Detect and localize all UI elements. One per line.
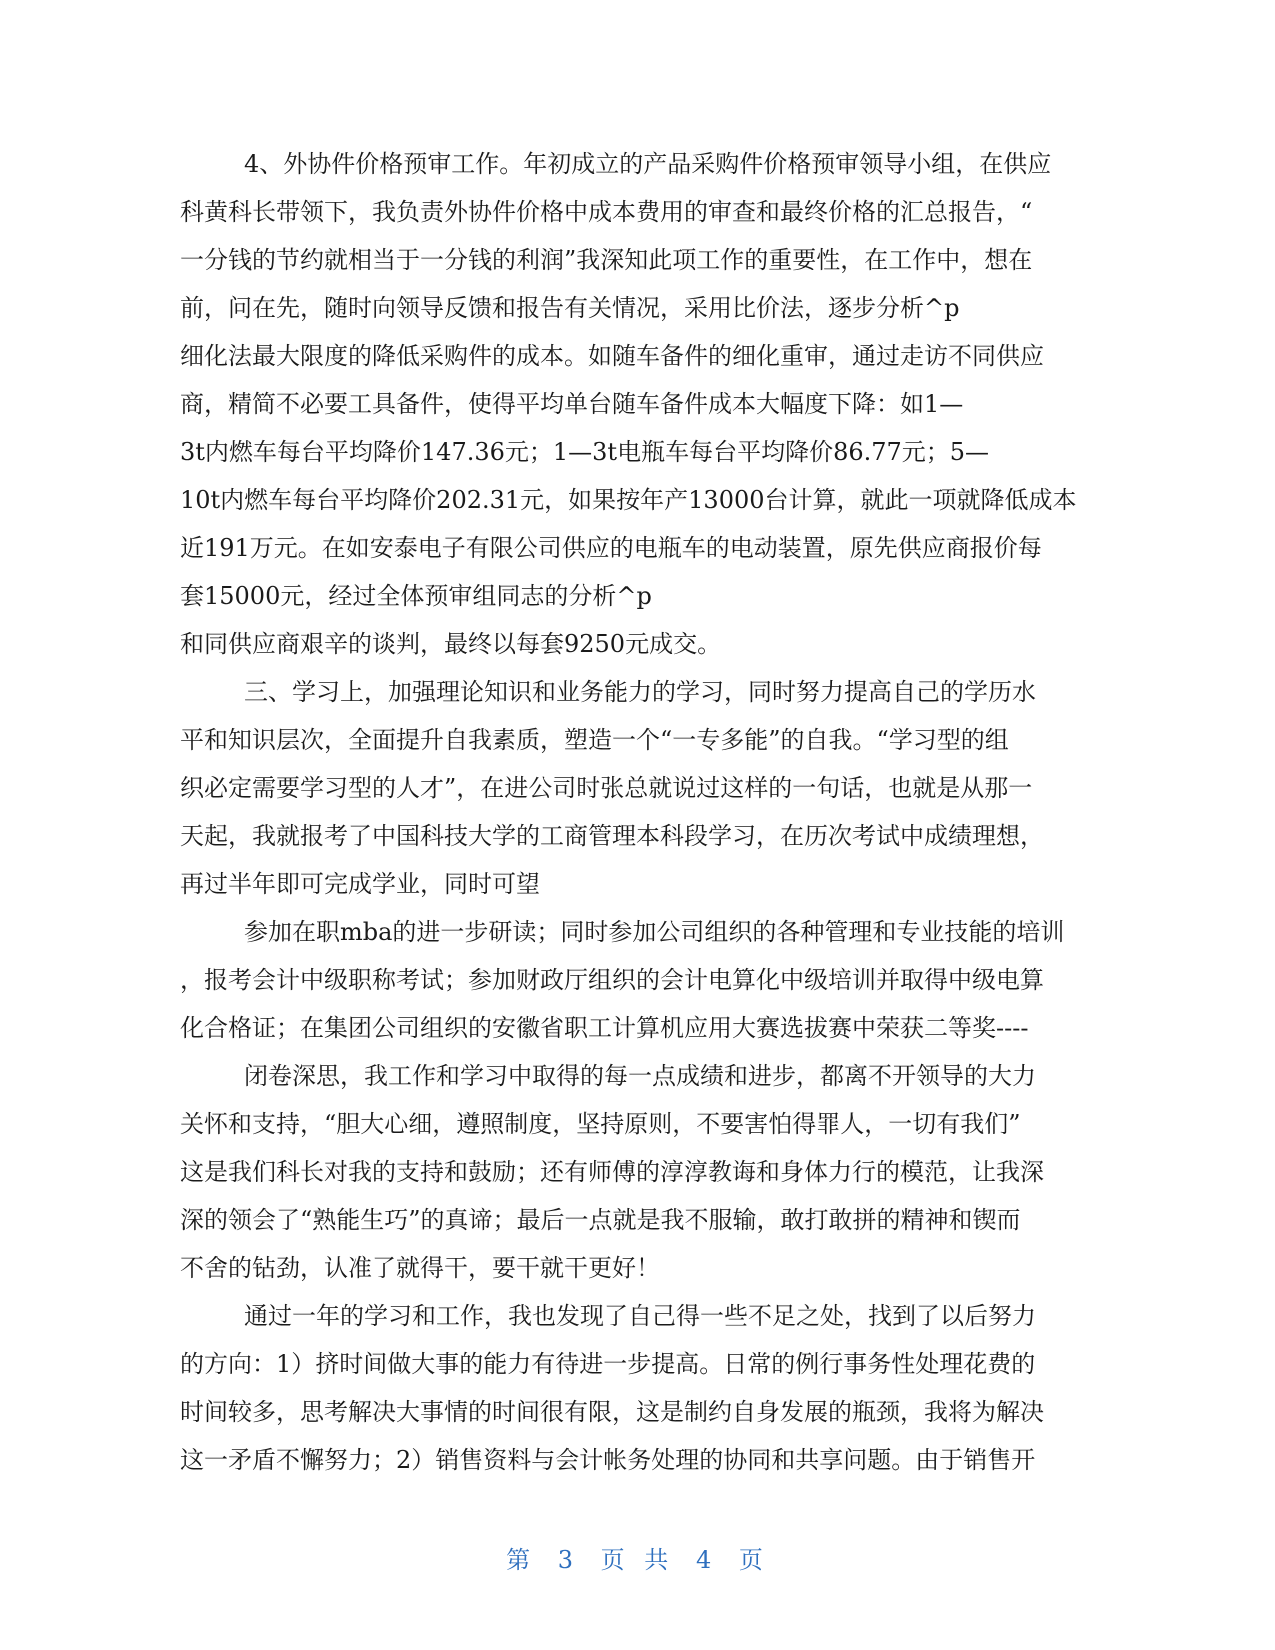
paragraph-line: 平和知识层次，全面提升自我素质，塑造一个“一专多能”的自我。“学习型的组 [180,726,1009,754]
paragraph-line: 科黄科长带领下，我负责外协件价格中成本费用的审查和最终价格的汇总报告，“ [180,198,1033,226]
paragraph-line: 近191万元。在如安泰电子有限公司供应的电瓶车的电动装置，原先供应商报价每 [180,534,1042,562]
paragraph-line: 不舍的钻劲，认准了就得干，要干就干更好！ [180,1254,660,1282]
paragraph-line: ，报考会计中级职称考试；参加财政厅组织的会计电算化中级培训并取得中级电算 [180,966,1044,994]
paragraph-line: 这一矛盾不懈努力；2）销售资料与会计帐务处理的协同和共享问题。由于销售开 [180,1446,1036,1474]
paragraph-line: 天起，我就报考了中国科技大学的工商管理本科段学习，在历次考试中成绩理想， [180,822,1044,850]
footer-middle: 页 共 [600,1546,675,1574]
page-footer [0,1540,1275,1575]
paragraph-line: 前，问在先，随时向领导反馈和报告有关情况，采用比价法，逐步分析^p [180,294,960,322]
paragraph-line: 套15000元，经过全体预审组同志的分析^p [180,582,652,610]
paragraph-line: 时间较多，思考解决大事情的时间很有限，这是制约自身发展的瓶颈，我将为解决 [180,1398,1044,1426]
paragraph-line: 的方向：1）挤时间做大事的能力有待进一步提高。日常的例行事务性处理花费的 [180,1350,1036,1378]
paragraph-line: 通过一年的学习和工作，我也发现了自己得一些不足之处，找到了以后努力 [244,1302,1036,1330]
paragraph-line: 一分钱的节约就相当于一分钱的利润”我深知此项工作的重要性，在工作中，想在 [180,246,1033,274]
paragraph-line: 再过半年即可完成学业，同时可望 [180,870,540,898]
paragraph-line: 深的领会了“熟能生巧”的真谛；最后一点就是我不服输，敢打敢拼的精神和锲而 [180,1206,1021,1234]
footer-suffix: 页 [738,1546,769,1574]
total-page-count: 4 [695,1546,718,1574]
paragraph-line: 4、外协件价格预审工作。年初成立的产品采购件价格预审领导小组，在供应 [244,150,1052,178]
paragraph-line: 和同供应商艰辛的谈判，最终以每套9250元成交。 [180,630,722,658]
footer-prefix: 第 [506,1546,537,1574]
paragraph-line: 关怀和支持，“胆大心细，遵照制度，坚持原则，不要害怕得罪人，一切有我们” [180,1110,1021,1138]
paragraph-line: 化合格证；在集团公司组织的安徽省职工计算机应用大赛选拔赛中荣获二等奖---- [180,1014,1029,1042]
paragraph-line: 闭卷深思，我工作和学习中取得的每一点成绩和进步，都离不开领导的大力 [244,1062,1036,1090]
paragraph-line: 参加在职mba的进一步研读；同时参加公司组织的各种管理和专业技能的培训 [244,918,1065,946]
paragraph-line: 3t内燃车每台平均降价147.36元；1—3t电瓶车每台平均降价86.77元；5— [180,438,990,466]
paragraph-line: 细化法最大限度的降低采购件的成本。如随车备件的细化重审，通过走访不同供应 [180,342,1044,370]
paragraph-line: 这是我们科长对我的支持和鼓励；还有师傅的淳淳教诲和身体力行的模范，让我深 [180,1158,1044,1186]
current-page-number: 3 [557,1546,580,1574]
paragraph-line: 商，精简不必要工具备件，使得平均单台随车备件成本大幅度下降：如1— [180,390,964,418]
paragraph-line: 10t内燃车每台平均降价202.31元，如果按年产13000台计算，就此一项就降低成本 [180,486,1077,514]
document-body [180,140,1080,1484]
paragraph-line: 织必定需要学习型的人才”，在进公司时张总就说过这样的一句话，也就是从那一 [180,774,1033,802]
paragraph-line: 三、学习上，加强理论知识和业务能力的学习，同时努力提高自己的学历水 [244,678,1036,706]
